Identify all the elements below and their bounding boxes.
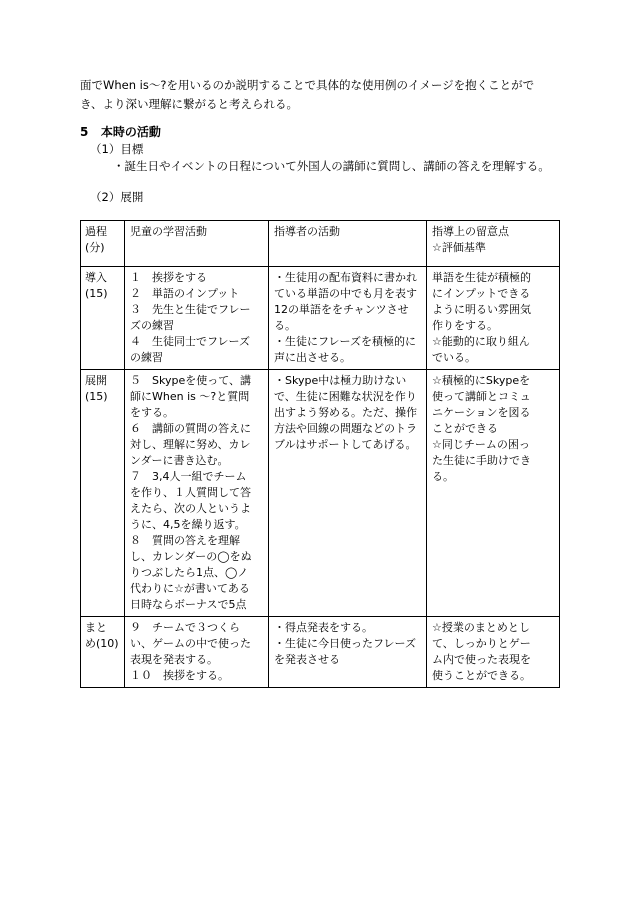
- notes-cell: [427, 267, 560, 370]
- cell-line: を作り、１人質問して答: [130, 486, 251, 499]
- header-cell: [427, 221, 560, 267]
- cell-line: ５ Skypeを使って、講: [130, 374, 251, 387]
- cell-line: ９ チームで３つくら: [130, 621, 240, 634]
- section-title: 本時の活動: [100, 125, 161, 139]
- cell-line: ム内で使った表現を: [432, 653, 531, 666]
- header-cell: [125, 221, 269, 267]
- cell-line: (分): [85, 241, 105, 254]
- teacher-activity-cell: [269, 370, 427, 617]
- cell-line: ☆積極的にSkypeを: [432, 374, 531, 387]
- cell-line: (15): [85, 287, 108, 300]
- cell-line: る。: [432, 470, 454, 483]
- cell-line: 導入: [85, 271, 107, 284]
- cell-line: ・生徒用の配布資料に書かれ: [274, 271, 417, 284]
- process-cell: [81, 370, 125, 617]
- cell-line: (15): [85, 390, 108, 403]
- subsection-development-heading: （2）展開: [90, 190, 144, 204]
- goal-text: ・誕生日やイベントの日程について外国人の講師に質問し、講師の答えを理解する。: [113, 159, 550, 173]
- student-activity-cell: [125, 267, 269, 370]
- cell-line: ・生徒にフレーズを積極的に: [274, 335, 417, 348]
- cell-line: 児童の学習活動: [130, 225, 207, 238]
- cell-line: １ 挨拶をする: [130, 271, 207, 284]
- intro-line: き、より深い理解に繋がると考えられる。: [80, 97, 299, 111]
- notes-cell: [427, 370, 560, 617]
- cell-line: 使って講師とコミュ: [432, 390, 531, 403]
- cell-line: 師にWhen is ～?と質問: [130, 390, 250, 403]
- cell-line: を発表させる: [274, 653, 340, 666]
- cell-line: でいる。: [432, 351, 476, 364]
- cell-line: えたら、次の人というよ: [130, 502, 251, 515]
- cell-line: ６ 講師の質問の答えに: [130, 422, 251, 435]
- cell-line: 声に出させる。: [274, 351, 351, 364]
- cell-line: ・Skype中は極力助けない: [274, 374, 407, 387]
- cell-line: ４ 生徒同士でフレーズ: [130, 335, 251, 348]
- cell-line: 12の単語ををチャンツさせ: [274, 303, 409, 316]
- cell-line: ☆同じチームの困っ: [432, 438, 530, 451]
- lesson-plan-table: [80, 220, 560, 688]
- cell-line: し、カレンダーの◯をぬ: [130, 550, 252, 563]
- cell-line: る。: [274, 319, 296, 332]
- intro-line: 面でWhen is～?を用いるのか説明することで具体的な使用例のイメージを抱くことがで: [80, 78, 535, 92]
- cell-line: ズの練習: [130, 319, 174, 332]
- cell-line: で、生徒に困難な状況を作り: [274, 390, 417, 403]
- teacher-activity-cell: [269, 267, 427, 370]
- cell-line: ように明るい雰囲気: [432, 303, 531, 316]
- header-cell: [269, 221, 427, 267]
- cell-line: ８ 質問の答えを理解: [130, 534, 240, 547]
- cell-line: 日時ならボーナスで5点: [130, 598, 247, 611]
- cell-line: 代わりに☆が書いてある: [130, 582, 250, 595]
- section-heading: [80, 123, 161, 140]
- cell-line: の練習: [130, 351, 163, 364]
- cell-line: ニケーションを図る: [432, 406, 531, 419]
- cell-line: 展開: [85, 374, 107, 387]
- cell-line: 過程: [85, 225, 107, 238]
- cell-line: 方法や回線の問題などのトラ: [274, 422, 417, 435]
- cell-line: 対し、理解に努め、カレ: [130, 438, 251, 451]
- process-cell: [81, 267, 125, 370]
- cell-line: 指導者の活動: [274, 225, 340, 238]
- cell-line: て、しっかりとゲー: [432, 637, 531, 650]
- cell-line: ことができる: [432, 422, 498, 435]
- table-row: [81, 267, 560, 370]
- student-activity-cell: [125, 370, 269, 617]
- cell-line: ☆授業のまとめとし: [432, 621, 530, 634]
- cell-line: ・生徒に今日使ったフレーズ: [274, 637, 417, 650]
- table-header-row: [81, 221, 560, 267]
- section-number: 5: [80, 125, 89, 139]
- cell-line: ３ 先生と生徒でフレー: [130, 303, 251, 316]
- cell-line: 単語を生徒が積極的: [432, 271, 531, 284]
- subsection-goal-heading: （1）目標: [90, 142, 144, 156]
- cell-line: １０ 挨拶をする。: [130, 669, 229, 682]
- cell-line: 表現を発表する。: [130, 653, 218, 666]
- cell-line: ・得点発表をする。: [274, 621, 373, 634]
- cell-line: ☆評価基準: [432, 241, 486, 254]
- cell-line: ☆能動的に取り組ん: [432, 335, 530, 348]
- table-row: [81, 617, 560, 688]
- intro-paragraph: [80, 76, 580, 114]
- cell-line: た生徒に手助けでき: [432, 454, 531, 467]
- cell-line: め(10): [85, 637, 119, 650]
- cell-line: ７ 3,4人一組でチーム: [130, 470, 247, 483]
- process-cell: [81, 617, 125, 688]
- cell-line: まと: [85, 621, 107, 634]
- cell-line: ２ 単語のインプット: [130, 287, 240, 300]
- cell-line: をする。: [130, 406, 174, 419]
- header-cell: [81, 221, 125, 267]
- cell-line: 使うことができる。: [432, 669, 531, 682]
- cell-line: 作りをする。: [432, 319, 498, 332]
- cell-line: ている単語の中でも月を表す: [274, 287, 417, 300]
- cell-line: ンダーに書き込む。: [130, 454, 229, 467]
- cell-line: にインプットできる: [432, 287, 531, 300]
- table-row: [81, 370, 560, 617]
- cell-line: うに、4,5を繰り返す。: [130, 518, 246, 531]
- cell-line: ブルはサポートしてあげる。: [274, 438, 417, 451]
- student-activity-cell: [125, 617, 269, 688]
- teacher-activity-cell: [269, 617, 427, 688]
- cell-line: りつぶしたら1点、◯ノ: [130, 566, 249, 579]
- cell-line: 出すよう努める。ただ、操作: [274, 406, 417, 419]
- cell-line: 指導上の留意点: [432, 225, 509, 238]
- notes-cell: [427, 617, 560, 688]
- cell-line: い、ゲームの中で使った: [130, 637, 251, 650]
